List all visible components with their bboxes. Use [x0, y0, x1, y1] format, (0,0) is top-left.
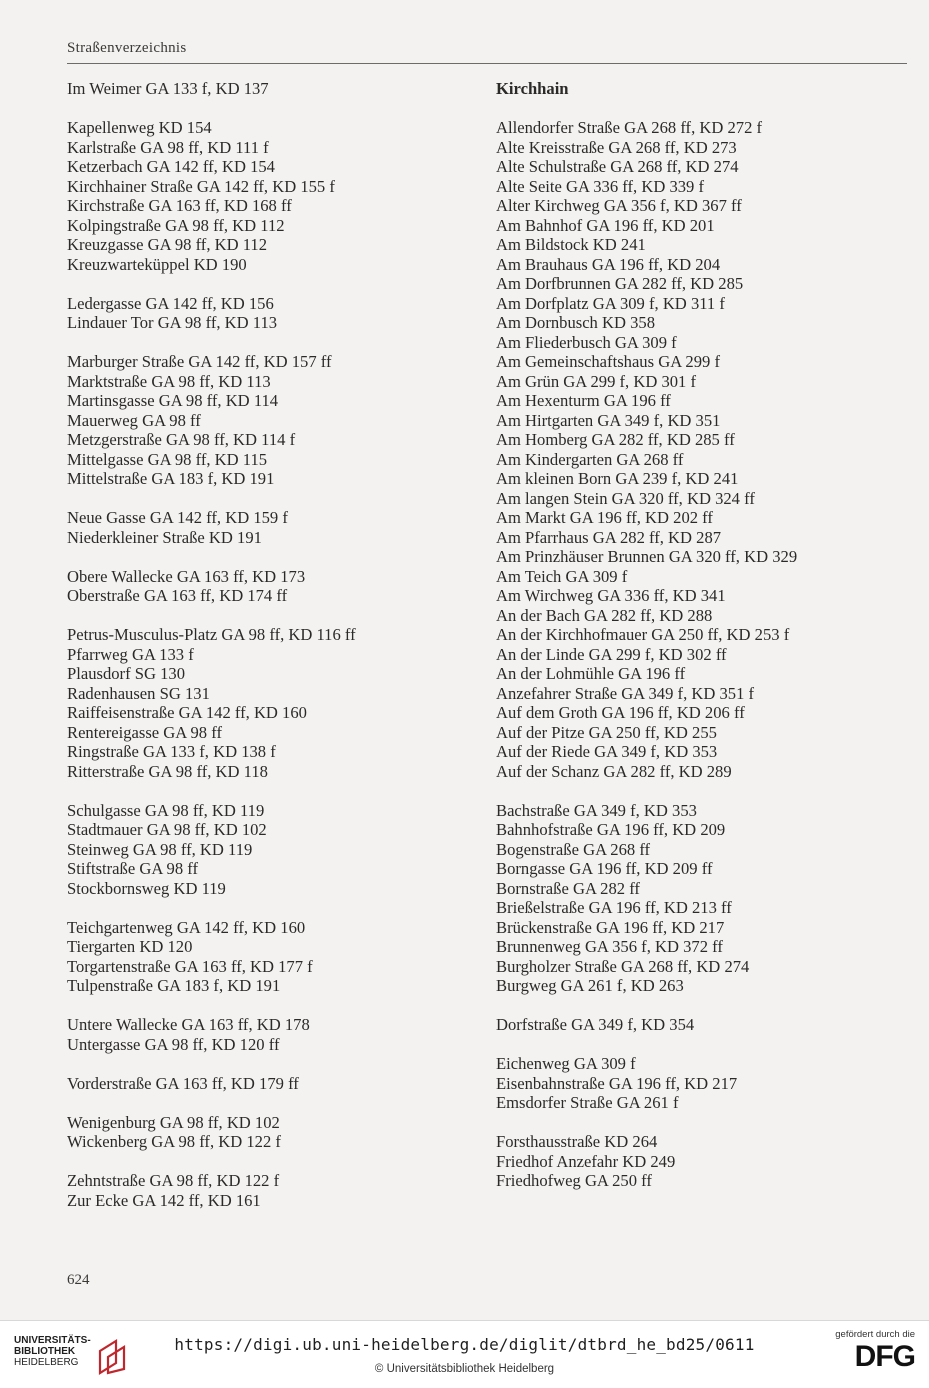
street-entry: Kapellenweg KD 154	[67, 118, 212, 137]
street-entry: Am Homberg GA 282 ff, KD 285 ff	[496, 430, 735, 449]
street-entry: Pfarrweg GA 133 f	[67, 644, 194, 664]
street-entry: Mittelstraße GA 183 f, KD 191	[67, 469, 275, 488]
street-entry: Stiftstraße GA 98 ff	[67, 859, 199, 878]
street-entry: Brießelstraße GA 196 ff, KD 213 ff	[496, 898, 732, 917]
street-entry: Brückenstraße GA 196 ff, KD 217	[496, 917, 725, 937]
street-entry: Mauerweg GA 98 ff	[67, 410, 201, 430]
street-entry: Marburger Straße GA 142 ff, KD 157 ff	[67, 352, 332, 371]
street-entry: Friedhof Anzefahr KD 249	[496, 1151, 676, 1171]
street-entry: Allendorfer Straße GA 268 ff, KD 272 f	[496, 118, 763, 137]
street-entry: Mittelgasse GA 98 ff, KD 115	[67, 449, 268, 469]
street-entry: Wickenberg GA 98 ff, KD 122 f	[67, 1132, 281, 1151]
library-line: BIBLIOTHEK	[14, 1346, 76, 1357]
page-number: 624	[67, 1272, 90, 1288]
street-entry: Am Pfarrhaus GA 282 ff, KD 287	[496, 527, 722, 547]
street-entry: Teichgartenweg GA 142 ff, KD 160	[67, 917, 306, 937]
street-entry: Anzefahrer Straße GA 349 f, KD 351 f	[496, 683, 755, 703]
street-entry: An der Bach GA 282 ff, KD 288	[496, 605, 713, 625]
street-entry: Oberstraße GA 163 ff, KD 174 ff	[67, 586, 288, 605]
library-line: HEIDELBERG	[14, 1357, 79, 1368]
street-entry: Alte Schulstraße GA 268 ff, KD 274	[496, 157, 739, 176]
street-entry: Bahnhofstraße GA 196 ff, KD 209	[496, 820, 726, 839]
street-entry: Am Prinzhäuser Brunnen GA 320 ff, KD 329	[496, 547, 798, 566]
street-entry: Auf der Riede GA 349 f, KD 353	[496, 742, 718, 761]
street-entry: Metzgerstraße GA 98 ff, KD 114 f	[67, 430, 296, 449]
street-entry: Kreuzgasse GA 98 ff, KD 112	[67, 235, 268, 254]
right-column	[496, 79, 906, 1191]
group-spacer	[67, 606, 477, 626]
street-entry: Alte Seite GA 336 ff, KD 339 f	[496, 176, 705, 196]
street-entry: Tiergarten KD 120	[67, 937, 193, 956]
street-entry: Ringstraße GA 133 f, KD 138 f	[67, 742, 276, 761]
funder-badge[interactable]	[823, 1329, 915, 1374]
street-entry: Bachstraße GA 349 f, KD 353	[496, 800, 697, 820]
street-entry: Radenhausen SG 131	[67, 683, 210, 703]
street-entry: Untere Wallecke GA 163 ff, KD 178	[67, 1015, 310, 1034]
street-entry: An der Lohmühle GA 196 ff	[496, 664, 686, 683]
group-spacer	[67, 1093, 477, 1113]
group-spacer	[496, 996, 906, 1016]
street-entry: Wenigenburg GA 98 ff, KD 102	[67, 1112, 280, 1132]
permalink-url[interactable]: https://digi.ub.uni-heidelberg.de/diglit/dtbrd_he_bd25/0611	[174, 1335, 755, 1354]
street-entry: Tulpenstraße GA 183 f, KD 191	[67, 976, 281, 995]
street-entry: Alter Kirchweg GA 356 f, KD 367 ff	[496, 196, 742, 215]
street-entry: Rentereigasse GA 98 ff	[67, 722, 222, 742]
group-spacer	[496, 1035, 906, 1055]
street-entry: Schulgasse GA 98 ff, KD 119	[67, 800, 265, 820]
group-spacer	[67, 274, 477, 294]
street-entry: Untergasse GA 98 ff, KD 120 ff	[67, 1034, 280, 1054]
street-entry: Kirchhainer Straße GA 142 ff, KD 155 f	[67, 176, 335, 196]
street-entry: Brunnenweg GA 356 f, KD 372 ff	[496, 937, 723, 956]
street-entry: Bogenstraße GA 268 ff	[496, 839, 651, 859]
street-entry: Am Bildstock KD 241	[496, 235, 646, 254]
funder-label: gefördert durch die	[835, 1329, 915, 1340]
group-spacer	[67, 781, 477, 801]
street-entry: Am Wirchweg GA 336 ff, KD 341	[496, 586, 726, 605]
street-entry: Zur Ecke GA 142 ff, KD 161	[67, 1190, 261, 1210]
street-entry: Am Hirtgarten GA 349 f, KD 351	[496, 410, 721, 430]
street-entry: Am Teich GA 309 f	[496, 566, 628, 586]
group-spacer	[67, 898, 477, 918]
group-spacer	[67, 99, 477, 119]
street-entry: Neue Gasse GA 142 ff, KD 159 f	[67, 508, 288, 527]
street-entry: Emsdorfer Straße GA 261 f	[496, 1093, 679, 1112]
street-entry: Niederkleiner Straße KD 191	[67, 527, 262, 547]
street-entry: Kolpingstraße GA 98 ff, KD 112	[67, 215, 285, 235]
street-entry: Steinweg GA 98 ff, KD 119	[67, 839, 253, 859]
street-entry: Am Dorfbrunnen GA 282 ff, KD 285	[496, 274, 744, 293]
street-entry: Lindauer Tor GA 98 ff, KD 113	[67, 313, 278, 332]
group-spacer	[67, 489, 477, 509]
street-entry: Martinsgasse GA 98 ff, KD 114	[67, 391, 279, 410]
street-entry: Am Bahnhof GA 196 ff, KD 201	[496, 215, 715, 235]
left-column	[67, 79, 477, 1210]
dfg-logo: DFG	[854, 1340, 915, 1373]
section-title-kirchhain: Kirchhain	[496, 79, 569, 98]
running-head: Straßenverzeichnis	[67, 40, 187, 56]
street-entry: Borngasse GA 196 ff, KD 209 ff	[496, 859, 713, 878]
copyright-notice: © Universitätsbibliothek Heidelberg	[374, 1363, 555, 1375]
street-entry: Torgartenstraße GA 163 ff, KD 177 f	[67, 956, 313, 976]
street-entry: Eichenweg GA 309 f	[496, 1054, 636, 1073]
street-entry: Marktstraße GA 98 ff, KD 113	[67, 371, 271, 391]
street-entry: Im Weimer GA 133 f, KD 137	[67, 79, 269, 98]
street-entry: Obere Wallecke GA 163 ff, KD 173	[67, 566, 306, 586]
street-entry: Am Brauhaus GA 196 ff, KD 204	[496, 254, 721, 274]
street-entry: Burgholzer Straße GA 268 ff, KD 274	[496, 956, 750, 976]
street-entry: Petrus-Musculus-Platz GA 98 ff, KD 116 ff	[67, 625, 356, 644]
group-spacer	[67, 1054, 477, 1074]
header-rule	[67, 63, 907, 64]
right-column-entries	[496, 118, 906, 1191]
street-entry: Burgweg GA 261 f, KD 263	[496, 976, 684, 995]
street-entry: Kreuzwarteküppel KD 190	[67, 254, 247, 274]
street-entry: An der Kirchhofmauer GA 250 ff, KD 253 f	[496, 625, 790, 644]
street-entry: Am Markt GA 196 ff, KD 202 ff	[496, 508, 713, 527]
street-entry: Plausdorf SG 130	[67, 664, 186, 683]
group-spacer	[496, 1113, 906, 1133]
street-entry: Am langen Stein GA 320 ff, KD 324 ff	[496, 488, 755, 508]
street-entry: Auf der Pitze GA 250 ff, KD 255	[496, 722, 717, 742]
street-entry: Vorderstraße GA 163 ff, KD 179 ff	[67, 1073, 299, 1093]
street-entry: Auf der Schanz GA 282 ff, KD 289	[496, 761, 732, 781]
group-spacer	[67, 547, 477, 567]
street-entry: Dorfstraße GA 349 f, KD 354	[496, 1015, 695, 1034]
street-entry: Am Fliederbusch GA 309 f	[496, 332, 677, 352]
street-entry: Bornstraße GA 282 ff	[496, 878, 640, 898]
group-spacer	[67, 996, 477, 1016]
street-entry: Karlstraße GA 98 ff, KD 111 f	[67, 137, 269, 157]
street-entry: Auf dem Groth GA 196 ff, KD 206 ff	[496, 703, 745, 722]
street-entry: Am Hexenturm GA 196 ff	[496, 391, 671, 410]
street-entry: Am Gemeinschaftshaus GA 299 f	[496, 352, 720, 371]
street-entry: Eisenbahnstraße GA 196 ff, KD 217	[496, 1073, 738, 1093]
street-entry: Stockbornsweg KD 119	[67, 878, 226, 898]
street-entry: Ketzerbach GA 142 ff, KD 154	[67, 157, 275, 176]
street-entry: Raiffeisenstraße GA 142 ff, KD 160	[67, 703, 307, 722]
group-spacer	[496, 781, 906, 801]
street-entry: Kirchstraße GA 163 ff, KD 168 ff	[67, 196, 292, 215]
street-entry: Am Dornbusch KD 358	[496, 313, 656, 332]
street-entry: Am kleinen Born GA 239 f, KD 241	[496, 469, 739, 488]
street-entry: Forsthausstraße KD 264	[496, 1132, 658, 1151]
group-spacer	[67, 1152, 477, 1172]
street-entry: Zehntstraße GA 98 ff, KD 122 f	[67, 1171, 280, 1190]
street-entry: Am Grün GA 299 f, KD 301 f	[496, 371, 697, 391]
street-entry: Am Kindergarten GA 268 ff	[496, 449, 684, 469]
group-spacer	[67, 333, 477, 353]
street-entry: An der Linde GA 299 f, KD 302 ff	[496, 644, 727, 664]
street-entry: Ritterstraße GA 98 ff, KD 118	[67, 761, 268, 781]
footer-bar	[0, 1320, 929, 1388]
street-entry: Alte Kreisstraße GA 268 ff, KD 273	[496, 137, 737, 157]
street-entry: Stadtmauer GA 98 ff, KD 102	[67, 820, 267, 839]
street-entry: Friedhofweg GA 250 ff	[496, 1171, 652, 1190]
street-entry: Am Dorfplatz GA 309 f, KD 311 f	[496, 293, 725, 313]
library-line: UNIVERSITÄTS-	[14, 1335, 91, 1346]
street-entry: Ledergasse GA 142 ff, KD 156	[67, 293, 274, 313]
